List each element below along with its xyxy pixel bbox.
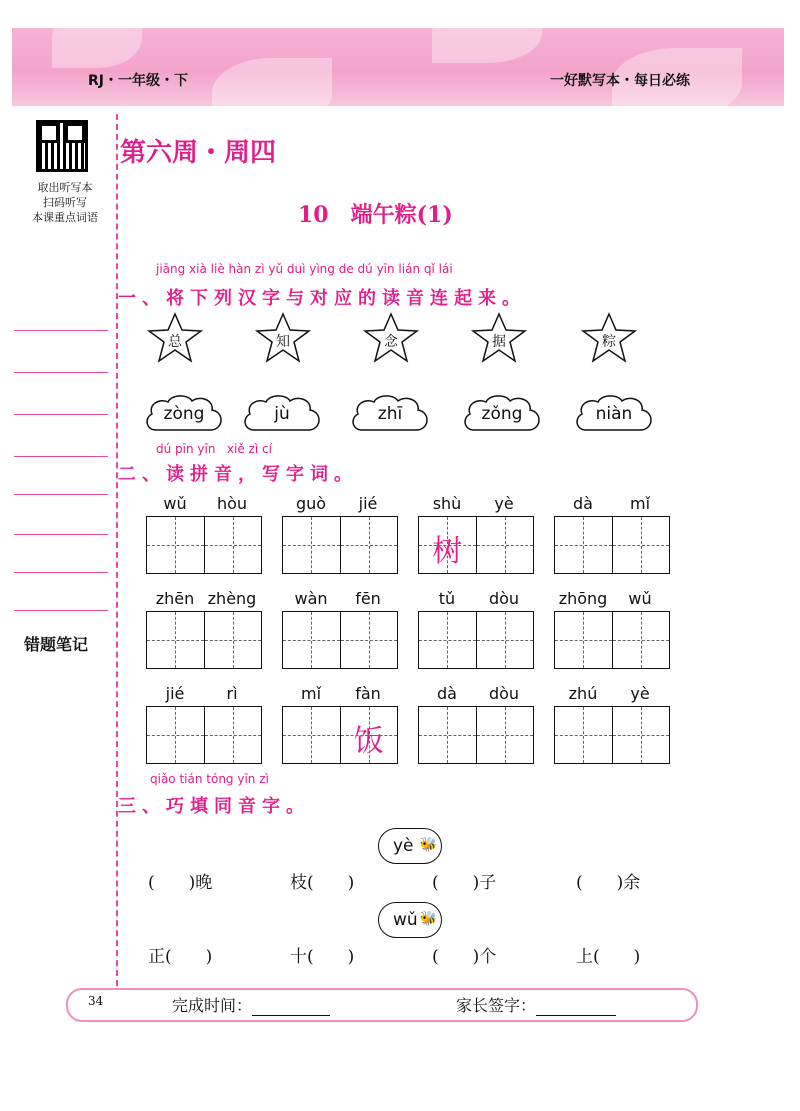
star-character[interactable] — [146, 312, 204, 364]
star-character[interactable] — [362, 312, 420, 364]
fill-blank[interactable]: 枝( ) — [290, 873, 355, 893]
star-char-text: 念 — [384, 334, 398, 350]
mistake-notes-title: 错题笔记 — [24, 635, 89, 654]
note-line — [14, 572, 108, 573]
word-pinyin: dòu — [488, 684, 520, 703]
cloud-pinyin-text: zǒng — [481, 404, 523, 424]
cloud-pinyin[interactable] — [240, 392, 324, 438]
fill-blank[interactable]: ( )晚 — [148, 873, 213, 893]
writing-cell[interactable] — [476, 517, 534, 573]
cloud-pinyin-text: niàn — [595, 404, 633, 424]
word-pinyin: tǔ — [438, 589, 456, 608]
word-pinyin: zhèng — [207, 589, 257, 608]
sound-bubble — [378, 828, 442, 864]
lesson-title: 10 端午粽(1) — [298, 202, 453, 228]
note-line — [14, 330, 108, 331]
writing-cell[interactable] — [147, 707, 204, 763]
section3-pinyin: qiǎo tián tóng yīn zì — [150, 772, 269, 786]
example-character: 饭 — [353, 724, 384, 759]
note-line — [14, 494, 108, 495]
fill-blank[interactable]: ( )子 — [432, 873, 497, 893]
writing-cell[interactable] — [147, 517, 204, 573]
writing-cell[interactable] — [555, 707, 612, 763]
header-grade: RJ・一年级・下 — [88, 73, 188, 89]
sound-pinyin: yè — [393, 836, 414, 856]
fill-blank[interactable]: ( )余 — [576, 873, 641, 893]
section2-title: 二、读拼音，写字词。 — [118, 464, 358, 485]
writing-cell[interactable] — [612, 517, 670, 573]
word-pinyin: dòu — [488, 589, 520, 608]
section1-pinyin: jiāng xià liè hàn zì yǔ duì yìng de dú yīn lián qǐ lái — [156, 262, 453, 276]
parent-signature-label: 家长签字： — [456, 996, 537, 1015]
star-char-text: 知 — [276, 334, 290, 350]
word-pinyin: zhēn — [155, 589, 195, 608]
writing-cell[interactable] — [147, 612, 204, 668]
cloud-pinyin[interactable] — [460, 392, 544, 438]
note-line — [14, 456, 108, 457]
writing-cell[interactable] — [612, 612, 670, 668]
fill-blank[interactable]: ( )个 — [432, 947, 497, 967]
star-char-text: 总 — [168, 334, 182, 350]
word-pinyin: fēn — [355, 589, 381, 608]
writing-cell[interactable] — [204, 517, 262, 573]
writing-cell[interactable] — [340, 517, 398, 573]
page-number: 34 — [88, 994, 104, 1008]
sidebar-divider — [116, 114, 118, 986]
writing-cell[interactable] — [476, 612, 534, 668]
note-line — [14, 414, 108, 415]
bee-icon: 🐝 — [419, 837, 437, 853]
writing-cell[interactable] — [204, 612, 262, 668]
writing-cell[interactable] — [204, 707, 262, 763]
note-line — [14, 534, 108, 535]
word-pinyin: shù — [432, 494, 462, 513]
completion-time-label: 完成时间： — [172, 996, 253, 1015]
cloud-pinyin[interactable] — [572, 392, 656, 438]
section3-title: 三、巧填同音字。 — [118, 796, 310, 817]
word-pinyin: zhōng — [558, 589, 608, 608]
writing-cell[interactable] — [555, 517, 612, 573]
writing-cell[interactable] — [419, 517, 476, 573]
cloud-pinyin[interactable] — [348, 392, 432, 438]
cloud-pinyin-text: zòng — [163, 404, 205, 424]
writing-cell[interactable] — [283, 517, 340, 573]
completion-time-field[interactable] — [172, 993, 330, 1016]
word-pinyin: fàn — [355, 684, 381, 703]
note-line — [14, 372, 108, 373]
star-character[interactable] — [470, 312, 528, 364]
word-pinyin: jié — [165, 684, 185, 703]
sound-pinyin: wǔ — [393, 910, 418, 930]
header-band — [12, 28, 784, 106]
writing-cell[interactable] — [340, 612, 398, 668]
section1-title: 一、将下列汉字与对应的读音连起来。 — [118, 288, 526, 309]
writing-cell[interactable] — [476, 707, 534, 763]
example-character: 树 — [432, 534, 463, 569]
word-pinyin: wǔ — [163, 494, 187, 513]
qr-caption-3: 本课重点词语 — [32, 211, 98, 224]
writing-cell[interactable] — [283, 612, 340, 668]
qr-caption-2: 扫码听写 — [43, 196, 87, 209]
word-pinyin: wǔ — [628, 589, 652, 608]
writing-cell[interactable] — [555, 612, 612, 668]
qr-code-icon[interactable] — [36, 120, 88, 172]
sound-bubble — [378, 902, 442, 938]
star-char-text: 据 — [492, 334, 506, 350]
cloud-pinyin[interactable] — [142, 392, 226, 438]
fill-blank[interactable]: 正( ) — [148, 947, 213, 967]
writing-cell[interactable] — [340, 707, 398, 763]
word-pinyin: dà — [573, 494, 593, 513]
fill-blank[interactable]: 十( ) — [290, 947, 355, 967]
word-pinyin: wàn — [294, 589, 328, 608]
writing-cell[interactable] — [612, 707, 670, 763]
word-pinyin: yè — [630, 684, 650, 703]
star-character[interactable] — [254, 312, 312, 364]
star-character[interactable] — [580, 312, 638, 364]
star-char-text: 粽 — [602, 334, 616, 350]
word-pinyin: hòu — [216, 494, 248, 513]
word-pinyin: yè — [494, 494, 514, 513]
writing-cell[interactable] — [283, 707, 340, 763]
word-pinyin: rì — [226, 684, 238, 703]
word-pinyin: dà — [437, 684, 457, 703]
word-pinyin: mǐ — [300, 684, 322, 703]
qr-caption-1: 取出听写本 — [37, 181, 93, 194]
writing-cell[interactable] — [419, 707, 476, 763]
header-book-title: 一好默写本・每日必练 — [550, 73, 690, 89]
note-line — [14, 610, 108, 611]
week-title: 第六周・周四 — [120, 138, 277, 168]
bee-icon: 🐝 — [419, 911, 437, 927]
cloud-pinyin-text: zhī — [377, 404, 403, 424]
parent-signature-field[interactable] — [456, 993, 616, 1016]
writing-cell[interactable] — [419, 612, 476, 668]
fill-blank[interactable]: 上( ) — [576, 947, 641, 967]
word-pinyin: guò — [295, 494, 327, 513]
cloud-pinyin-text: jù — [274, 404, 290, 424]
section2-pinyin: dú pīn yīn xiě zì cí — [156, 442, 272, 456]
word-pinyin: jié — [358, 494, 378, 513]
word-pinyin: mǐ — [629, 494, 651, 513]
word-pinyin: zhú — [568, 684, 598, 703]
